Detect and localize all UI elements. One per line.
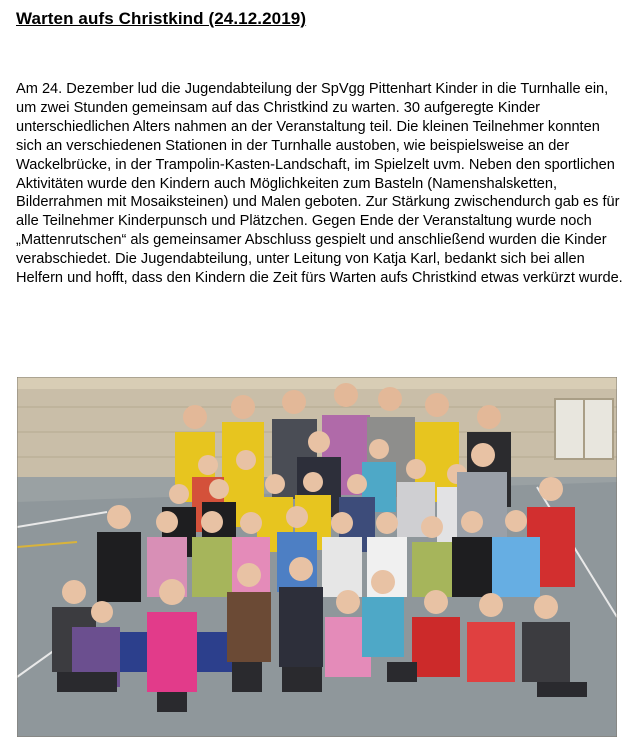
article-title: Warten aufs Christkind (24.12.2019) xyxy=(16,9,307,28)
group-photo xyxy=(17,377,617,737)
article-body: Am 24. Dezember lud die Jugendabteilung der SpVgg Pittenhart Kinder in die Turnhalle ein, um zwei Stunden gemeinsam auf das Christkind zu warten. 30 aufgeregte Kinder unterschiedlichen Alters nahmen an der Veranstaltung teil. Die kleinen Teilnehmer konnten sich an verschiedenen Stationen in der Turnhalle austoben, wie beispielsweise an der Wackelbrücke, in der Trampolin-Kasten-Landschaft, im Spielzelt uvm. Neben den sportlichen Aktivitäten wurde den Kindern auch Möglichkeiten zum Basteln (Namenshalsketten, Bilderrahmen mit Mosaiksteinen) und Malen geboten. Zur Stärkung zwischendurch gab es für alle Teilnehmer Kinderpunsch und Plätzchen. Gegen Ende der Veranstaltung wurde noch „Mattenrutschen“ als gemeinsamer Abschluss gespielt und anschließend wurden die Kinder verabschiedet. Die Jugendabteilung, unter Leitung von Katja Karl, bedankt sich bei allen Helfern und hofft, dass den Kindern die Zeit fürs Warten aufs Christkind etwas verkürzt wurde. xyxy=(16,81,623,287)
